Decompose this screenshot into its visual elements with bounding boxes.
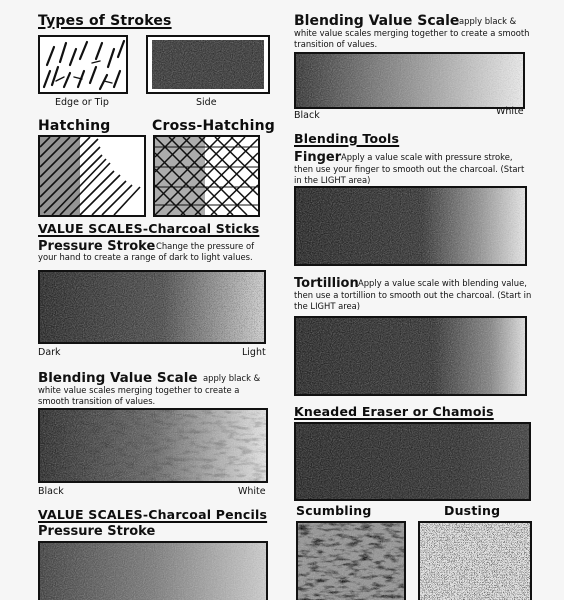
cross-hatching-swatch: [153, 135, 260, 217]
pressure-stroke-desc: Change the pressure of your hand to create a range of dark to light values.: [38, 241, 255, 262]
kneaded-eraser-swatch: [294, 422, 531, 501]
tortillion-fill: [296, 318, 525, 394]
cross-hatching-heading: Cross-Hatching: [152, 118, 275, 134]
pencil-pressure-fill: [40, 543, 266, 600]
blending-value-swatch: [38, 408, 268, 483]
edge-tip-swatch: [38, 35, 128, 94]
tortillion-desc-rest: then use a tortillion to smooth out the charcoal. (Start in the LIGHT area): [294, 290, 532, 311]
dark-label: Dark: [38, 347, 61, 358]
finger-swatch: [294, 186, 527, 266]
blending-desc-line1: apply black &: [203, 373, 261, 383]
dusting-fill: [420, 523, 530, 600]
finger-heading: Finger: [294, 150, 342, 165]
right-blending-fill: [296, 54, 523, 107]
pressure-stroke-pencil-heading: Pressure Stroke: [38, 524, 156, 539]
tortillion-swatch: [294, 316, 527, 396]
light-label: Light: [242, 347, 266, 358]
finger-fill: [296, 188, 525, 264]
kneaded-eraser-fill: [296, 424, 529, 499]
blending-value-fill: [40, 410, 266, 481]
pressure-stroke-fill: [40, 272, 264, 342]
right-blending-desc-rest: white value scales merging together to create a smooth transition of values.: [294, 28, 530, 49]
edge-tip-label: Edge or Tip: [55, 97, 109, 108]
value-scales-sticks-heading: VALUE SCALES-Charcoal Sticks: [38, 221, 260, 236]
side-label: Side: [196, 97, 217, 108]
scumbling-heading: Scumbling: [296, 503, 372, 518]
blending-tools-heading: Blending Tools: [294, 131, 400, 146]
kneaded-eraser-heading: Kneaded Eraser or Chamois: [294, 404, 494, 419]
tortillion-heading: Tortillion: [294, 276, 359, 291]
hatching-lines: [40, 137, 144, 215]
dusting-heading: Dusting: [444, 503, 501, 518]
right-blending-swatch: [294, 52, 525, 109]
side-swatch: [146, 35, 270, 94]
hatching-swatch: [38, 135, 146, 217]
blending-desc-rest: white value scales merging together to create a smooth transition of values.: [38, 385, 240, 406]
pressure-stroke-swatch: [38, 270, 266, 344]
white-label: White: [238, 486, 266, 497]
right-white-label: White: [496, 106, 524, 117]
scumbling-fill: [298, 523, 404, 600]
right-blending-desc-line1: apply black &: [459, 16, 517, 26]
finger-desc-rest: then use your finger to smooth out the charcoal. (Start in the LIGHT area): [294, 164, 525, 185]
scumbling-swatch: [296, 521, 406, 600]
dusting-swatch: [418, 521, 532, 600]
side-stroke-fill: [148, 37, 268, 92]
tortillion-desc-line1: Apply a value scale with blending value,: [358, 278, 527, 288]
types-of-strokes-heading: Types of Strokes: [38, 13, 172, 29]
hatching-heading: Hatching: [38, 118, 111, 134]
pressure-stroke-heading: Pressure Stroke: [38, 239, 156, 254]
cross-hatching-lines: [155, 137, 258, 215]
blending-value-scale-heading: Blending Value Scale: [38, 370, 198, 386]
finger-desc-line1: Apply a value scale with pressure stroke,: [341, 152, 513, 162]
black-label: Black: [38, 486, 64, 497]
edge-tip-strokes: [40, 37, 126, 92]
pencil-pressure-swatch: [38, 541, 268, 600]
right-blending-value-scale-heading: Blending Value Scale: [294, 13, 460, 29]
right-black-label: Black: [294, 110, 320, 121]
value-scales-pencils-heading: VALUE SCALES-Charcoal Pencils: [38, 507, 268, 522]
